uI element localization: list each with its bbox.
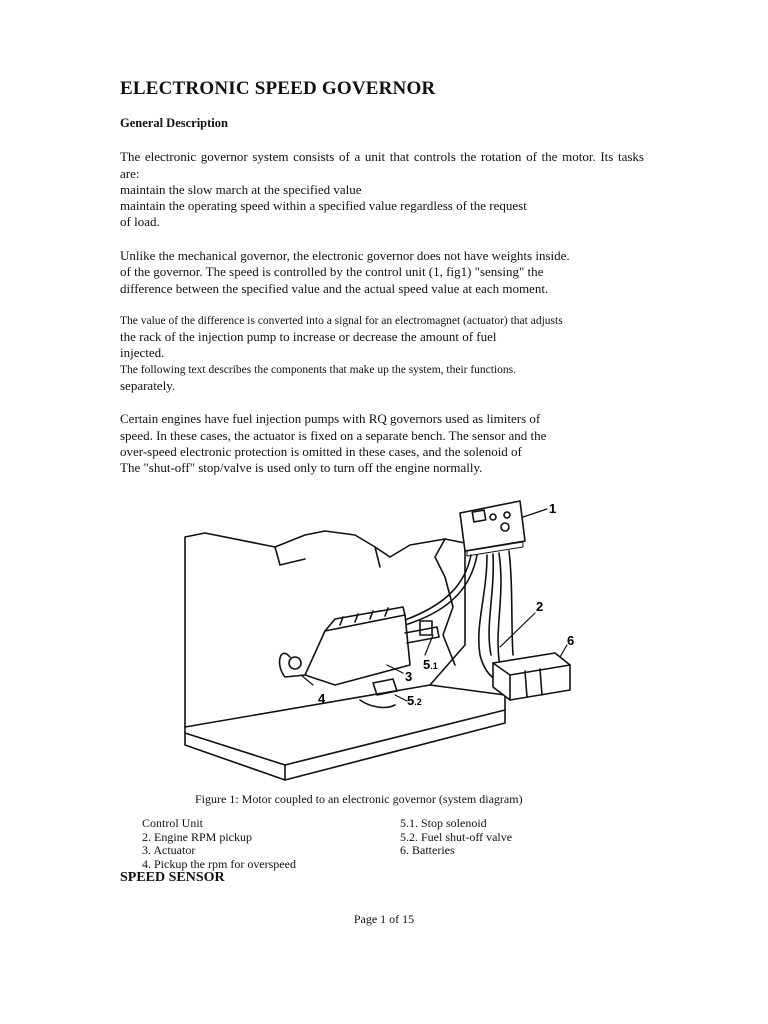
paragraph-2-line-3: difference between the specified value and the actual speed value at each moment. — [120, 281, 549, 296]
paragraph-4-line-2: speed. In these cases, the actuator is fixed on a separate bench. The sensor and the — [120, 428, 547, 443]
paragraph-1-task-2: maintain the operating speed within a specified value regardless of the request — [120, 198, 527, 213]
section-subtitle: General Description — [120, 116, 228, 130]
figure-caption: Figure 1: Motor coupled to an electronic governor (system diagram) — [195, 792, 523, 806]
callout-1: 1 — [549, 501, 557, 516]
paragraph-2-line-2: of the governor. The speed is controlled by the control unit (1, fig1) "sensing" the — [120, 264, 544, 279]
legend-item: 4. Pickup the rpm for overspeed — [142, 856, 296, 871]
legend-item: 3. Actuator — [142, 843, 196, 857]
paragraph-3-line-5: separately. — [120, 378, 176, 393]
paragraph-4-line-4: The "shut-off" stop/valve is used only to turn off the engine normally. — [120, 460, 483, 475]
callout-5-1: 5.1 — [423, 657, 438, 672]
legend-item: 5.2. Fuel shut-off valve — [400, 829, 513, 844]
paragraph-3-line-1: The value of the difference is converted into a signal for an electromagnet (actuator) that adjusts — [120, 315, 563, 327]
legend-item: 2. Engine RPM pickup — [142, 829, 252, 844]
figure-legend-right — [400, 817, 512, 858]
callout-2: 2 — [536, 599, 544, 614]
page-footer: Page 1 of 15 — [353, 912, 415, 926]
paragraph-2-line-1: Unlike the mechanical governor, the electronic governor does not have weights inside. — [120, 248, 570, 263]
paragraph-4-line-3: over-speed electronic protection is omitted in these cases, and the solenoid of — [120, 444, 522, 459]
paragraph-3-line-4: The following text describes the components that make up the system, their functions. — [120, 364, 517, 376]
legend-item: 6. Batteries — [400, 843, 455, 857]
actuator-pump-assembly — [280, 607, 439, 685]
control-unit — [460, 501, 525, 556]
paragraph-4-line-1: Certain engines have fuel injection pumps with RQ governors used as limiters of — [120, 411, 541, 426]
legend-item: Control Unit — [142, 816, 204, 830]
callout-6: 6 — [567, 633, 575, 648]
batteries-box — [493, 653, 570, 700]
legend-item: 5.1. Stop solenoid — [400, 816, 487, 830]
figure-legend-left — [142, 817, 296, 871]
document-title: ELECTRONIC SPEED GOVERNOR — [120, 78, 436, 99]
callout-5-2: 5.2 — [407, 693, 422, 708]
callout-3: 3 — [405, 669, 413, 684]
callout-4: 4 — [318, 691, 326, 706]
paragraph-1-task-1: maintain the slow march at the specified value — [120, 182, 362, 197]
paragraph-3-line-3: injected. — [120, 345, 165, 360]
system-diagram-figure — [175, 495, 590, 785]
paragraph-3-line-2: the rack of the injection pump to increase or decrease the amount of fuel — [120, 329, 497, 344]
paragraph-1-intro: The electronic governor system consists of a unit that controls the rotation of the motor. Its tasks are: — [120, 149, 644, 181]
paragraph-1-task-2-end: of load. — [120, 214, 160, 229]
section-heading-speed-sensor: SPEED SENSOR — [120, 870, 225, 885]
